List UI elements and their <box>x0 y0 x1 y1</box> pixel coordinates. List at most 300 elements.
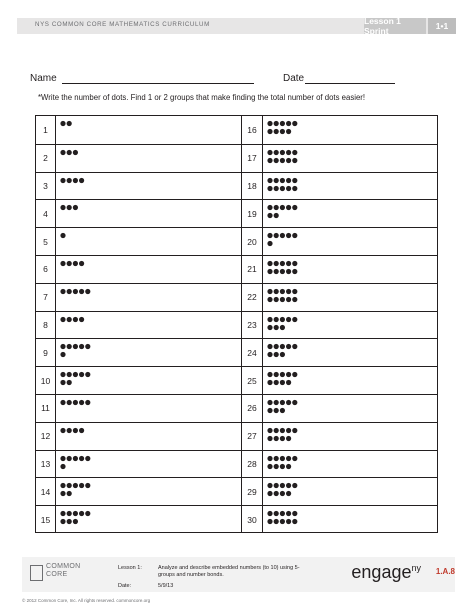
dot <box>67 400 72 405</box>
dot <box>274 297 279 302</box>
dot <box>60 233 65 238</box>
copyright: © 2012 Common Core, Inc. All rights reserved. commoncore.org <box>22 598 151 603</box>
dot <box>79 344 84 349</box>
dot <box>67 511 72 516</box>
dots-cell[interactable] <box>263 200 437 227</box>
dot <box>67 205 72 210</box>
dot <box>267 436 272 441</box>
dot <box>286 463 291 468</box>
common-core-logo-icon <box>30 565 43 581</box>
header-bar <box>17 18 456 34</box>
dot <box>274 511 279 516</box>
table-row <box>36 144 437 172</box>
dot <box>280 463 285 468</box>
dot <box>280 129 285 134</box>
dot <box>267 269 272 274</box>
dot <box>79 289 84 294</box>
dot <box>79 483 84 488</box>
dot <box>67 483 72 488</box>
dot <box>274 344 279 349</box>
dot <box>267 455 272 460</box>
dots-cell[interactable] <box>263 284 437 311</box>
dots-cell[interactable] <box>263 478 437 505</box>
problem-number: 10 <box>36 367 56 394</box>
dot <box>73 344 78 349</box>
dot <box>292 400 297 405</box>
dot <box>79 511 84 516</box>
dot <box>73 455 78 460</box>
dot <box>73 261 78 266</box>
engage-ny-logo <box>351 562 421 583</box>
dot <box>292 177 297 182</box>
dots-cell[interactable] <box>56 200 221 227</box>
dot <box>292 233 297 238</box>
dot <box>73 483 78 488</box>
table-row <box>36 116 437 144</box>
dot <box>267 519 272 524</box>
table-row <box>36 227 437 255</box>
dots-cell[interactable] <box>56 423 221 450</box>
dot <box>280 511 285 516</box>
dot <box>267 297 272 302</box>
dot <box>267 483 272 488</box>
table-row <box>36 255 437 283</box>
dot-group <box>60 177 120 195</box>
table-row <box>36 283 437 311</box>
dot <box>60 316 65 321</box>
dot-group <box>267 482 327 500</box>
dot <box>274 491 279 496</box>
dot <box>60 289 65 294</box>
dot-group <box>60 510 120 528</box>
problem-number: 14 <box>36 478 56 505</box>
dots-cell[interactable] <box>263 339 437 366</box>
dot <box>286 483 291 488</box>
dot <box>267 241 272 246</box>
dot <box>286 316 291 321</box>
dot <box>267 344 272 349</box>
dot <box>286 205 291 210</box>
dot <box>280 233 285 238</box>
dot <box>286 269 291 274</box>
dots-cell[interactable] <box>263 256 437 283</box>
dot <box>67 261 72 266</box>
dot <box>60 519 65 524</box>
dots-cell[interactable] <box>263 395 437 422</box>
dot <box>267 205 272 210</box>
dots-cell[interactable] <box>263 228 437 255</box>
dot <box>67 455 72 460</box>
problem-number: 9 <box>36 339 56 366</box>
dot <box>280 269 285 274</box>
dot <box>67 372 72 377</box>
dot <box>280 408 285 413</box>
dot <box>274 150 279 155</box>
dot <box>67 150 72 155</box>
dot <box>267 129 272 134</box>
footer-date-label: Date: <box>118 583 132 589</box>
dot <box>280 261 285 266</box>
dot <box>73 316 78 321</box>
dot <box>60 511 65 516</box>
dot <box>292 158 297 163</box>
dot <box>60 344 65 349</box>
dot <box>79 455 84 460</box>
dot <box>286 289 291 294</box>
dot <box>79 261 84 266</box>
dot <box>267 316 272 321</box>
table-row <box>36 172 437 200</box>
dot-group <box>267 455 327 473</box>
dot <box>274 380 279 385</box>
dot <box>85 455 90 460</box>
dot <box>267 158 272 163</box>
problem-number: 3 <box>36 173 56 200</box>
dot <box>286 511 291 516</box>
dot <box>267 185 272 190</box>
dot <box>267 150 272 155</box>
problem-number: 29 <box>241 478 263 505</box>
dot <box>267 511 272 516</box>
dot <box>280 491 285 496</box>
dot <box>280 455 285 460</box>
table-row <box>36 422 437 450</box>
dot <box>267 463 272 468</box>
dots-cell[interactable] <box>56 228 221 255</box>
problem-number: 30 <box>241 506 263 533</box>
dots-cell[interactable] <box>56 312 221 339</box>
table-row <box>36 394 437 422</box>
dot-group <box>60 260 120 278</box>
dot <box>267 289 272 294</box>
dot <box>274 121 279 126</box>
dot <box>274 436 279 441</box>
dot <box>280 436 285 441</box>
dot <box>85 372 90 377</box>
dot <box>286 185 291 190</box>
table-row <box>36 477 437 505</box>
dot-group <box>267 260 327 278</box>
dot <box>267 491 272 496</box>
dot <box>73 177 78 182</box>
dot <box>274 372 279 377</box>
dot <box>280 150 285 155</box>
dot <box>73 150 78 155</box>
dot <box>267 121 272 126</box>
name-label: Name <box>30 73 57 84</box>
dot <box>274 316 279 321</box>
dot <box>280 400 285 405</box>
dot-group <box>60 482 120 500</box>
dot <box>274 455 279 460</box>
dot <box>286 372 291 377</box>
dot <box>60 352 65 357</box>
dot-group <box>267 316 327 334</box>
dot-group <box>267 204 327 222</box>
problem-number: 5 <box>36 228 56 255</box>
engage-sup: ny <box>411 563 421 573</box>
dot <box>280 428 285 433</box>
date-label: Date <box>283 73 305 84</box>
dot <box>60 372 65 377</box>
dots-cell[interactable] <box>56 506 221 533</box>
common-core-brand <box>46 563 80 579</box>
problem-number: 8 <box>36 312 56 339</box>
problem-number: 4 <box>36 200 56 227</box>
dot <box>67 121 72 126</box>
dot <box>286 380 291 385</box>
dots-cell[interactable] <box>56 256 221 283</box>
dot-group <box>60 371 120 389</box>
name-field[interactable] <box>62 83 254 84</box>
dot <box>60 483 65 488</box>
dot <box>79 428 84 433</box>
dot <box>267 372 272 377</box>
problem-number: 28 <box>241 451 263 478</box>
dot <box>267 400 272 405</box>
dots-cell[interactable] <box>56 395 221 422</box>
dot-group <box>267 510 327 528</box>
problem-number: 19 <box>241 200 263 227</box>
dots-cell[interactable] <box>56 145 221 172</box>
dot <box>286 297 291 302</box>
dot <box>267 352 272 357</box>
dots-cell[interactable] <box>56 451 221 478</box>
dot <box>60 455 65 460</box>
dot <box>274 129 279 134</box>
dot <box>274 289 279 294</box>
dot <box>60 205 65 210</box>
dot-group <box>267 120 327 138</box>
dots-cell[interactable] <box>263 451 437 478</box>
dot <box>274 213 279 218</box>
dots-cell[interactable] <box>56 478 221 505</box>
dot-group <box>60 120 120 138</box>
problem-number: 20 <box>241 228 263 255</box>
dot <box>292 455 297 460</box>
dots-cell[interactable] <box>263 173 437 200</box>
dot <box>274 400 279 405</box>
sprint-table <box>35 115 438 533</box>
problem-number: 23 <box>241 312 263 339</box>
dot <box>67 491 72 496</box>
dot <box>274 463 279 468</box>
dot <box>60 463 65 468</box>
dot <box>292 511 297 516</box>
dot <box>292 372 297 377</box>
dot <box>286 344 291 349</box>
dot <box>67 428 72 433</box>
dot <box>274 408 279 413</box>
dot <box>292 519 297 524</box>
problem-number: 18 <box>241 173 263 200</box>
dot <box>73 400 78 405</box>
date-field[interactable] <box>305 83 395 84</box>
dot <box>280 316 285 321</box>
dot <box>60 150 65 155</box>
footer-date-value: 5/9/13 <box>158 583 174 589</box>
dot <box>267 213 272 218</box>
footer-lesson-label: Lesson 1: <box>118 565 142 571</box>
problem-number: 16 <box>241 116 263 144</box>
dot <box>267 380 272 385</box>
dot <box>286 491 291 496</box>
dot <box>60 428 65 433</box>
brand-text: COMMON CORE <box>46 563 81 578</box>
dot <box>280 185 285 190</box>
dot <box>274 269 279 274</box>
table-row <box>36 311 437 339</box>
dot <box>292 261 297 266</box>
dot <box>274 205 279 210</box>
dot <box>267 428 272 433</box>
dot <box>286 436 291 441</box>
dot-group <box>60 204 120 222</box>
dots-cell[interactable] <box>56 284 221 311</box>
dot <box>267 408 272 413</box>
dot <box>274 324 279 329</box>
footer-lesson-text: Analyze and describe embedded numbers (to 10) using 5-groups and number bonds. <box>158 565 300 578</box>
dot <box>79 400 84 405</box>
dot-group <box>267 177 327 195</box>
dot <box>286 519 291 524</box>
table-row <box>36 199 437 227</box>
dot <box>274 158 279 163</box>
dot-group <box>267 343 327 361</box>
dot <box>286 121 291 126</box>
dot <box>286 150 291 155</box>
dot <box>85 400 90 405</box>
dot <box>280 121 285 126</box>
dot <box>292 316 297 321</box>
dot <box>60 177 65 182</box>
problem-number: 25 <box>241 367 263 394</box>
problem-number: 13 <box>36 451 56 478</box>
dot <box>60 380 65 385</box>
dot-group <box>60 232 120 250</box>
dot <box>60 261 65 266</box>
dot <box>292 150 297 155</box>
dot <box>267 233 272 238</box>
dot <box>280 324 285 329</box>
dot <box>79 316 84 321</box>
dot <box>274 233 279 238</box>
problem-number: 12 <box>36 423 56 450</box>
dot-group <box>267 427 327 445</box>
dots-cell[interactable] <box>263 116 437 144</box>
problem-number: 22 <box>241 284 263 311</box>
dot <box>73 519 78 524</box>
dot <box>286 428 291 433</box>
dot <box>73 289 78 294</box>
dot-group <box>60 455 120 473</box>
dot <box>267 177 272 182</box>
dot-group <box>267 371 327 389</box>
dot <box>280 519 285 524</box>
dot <box>280 177 285 182</box>
dot-group <box>60 427 120 445</box>
lesson-title: Lesson 1 Sprint <box>364 18 426 34</box>
dot <box>292 483 297 488</box>
dot <box>274 483 279 488</box>
dot <box>67 289 72 294</box>
dot <box>73 205 78 210</box>
table-row <box>36 366 437 394</box>
dot <box>274 519 279 524</box>
dot-group <box>60 399 120 417</box>
dot <box>85 483 90 488</box>
dot <box>292 289 297 294</box>
dot <box>286 261 291 266</box>
dots-cell[interactable] <box>263 312 437 339</box>
dot <box>286 400 291 405</box>
dot <box>67 316 72 321</box>
dots-cell[interactable] <box>263 145 437 172</box>
dot <box>60 491 65 496</box>
dots-cell[interactable] <box>56 173 221 200</box>
dot <box>280 372 285 377</box>
table-row <box>36 338 437 366</box>
dots-cell[interactable] <box>56 116 221 144</box>
curriculum-title: NYS COMMON CORE MATHEMATICS CURRICULUM <box>35 21 210 28</box>
dot-group <box>60 343 120 361</box>
table-row <box>36 505 437 533</box>
dot <box>67 380 72 385</box>
dot <box>280 205 285 210</box>
dot <box>73 428 78 433</box>
dot <box>292 205 297 210</box>
dot <box>292 121 297 126</box>
dot-group <box>60 149 120 167</box>
problem-number: 11 <box>36 395 56 422</box>
dot <box>67 519 72 524</box>
problem-number: 1 <box>36 116 56 144</box>
lesson-code: 1•1 <box>428 18 456 34</box>
dot <box>67 177 72 182</box>
problem-number: 15 <box>36 506 56 533</box>
dots-cell[interactable] <box>263 367 437 394</box>
dot <box>286 233 291 238</box>
dot <box>79 372 84 377</box>
dot <box>73 511 78 516</box>
problem-number: 2 <box>36 145 56 172</box>
dots-cell[interactable] <box>263 506 437 533</box>
dot-group <box>267 149 327 167</box>
dot <box>280 352 285 357</box>
dot <box>85 289 90 294</box>
problem-number: 6 <box>36 256 56 283</box>
dot <box>85 344 90 349</box>
dot <box>292 428 297 433</box>
dot <box>85 511 90 516</box>
dot-group <box>267 288 327 306</box>
problem-number: 21 <box>241 256 263 283</box>
problem-number: 27 <box>241 423 263 450</box>
problem-number: 26 <box>241 395 263 422</box>
dots-cell[interactable] <box>56 339 221 366</box>
dot <box>292 269 297 274</box>
dots-cell[interactable] <box>263 423 437 450</box>
dot <box>79 177 84 182</box>
dot <box>73 372 78 377</box>
problem-number: 7 <box>36 284 56 311</box>
dot-group <box>267 399 327 417</box>
dots-cell[interactable] <box>56 367 221 394</box>
dot <box>280 158 285 163</box>
instructions: *Write the number of dots. Find 1 or 2 groups that make finding the total number of dots easier! <box>38 93 366 102</box>
dot <box>292 185 297 190</box>
dot <box>286 158 291 163</box>
